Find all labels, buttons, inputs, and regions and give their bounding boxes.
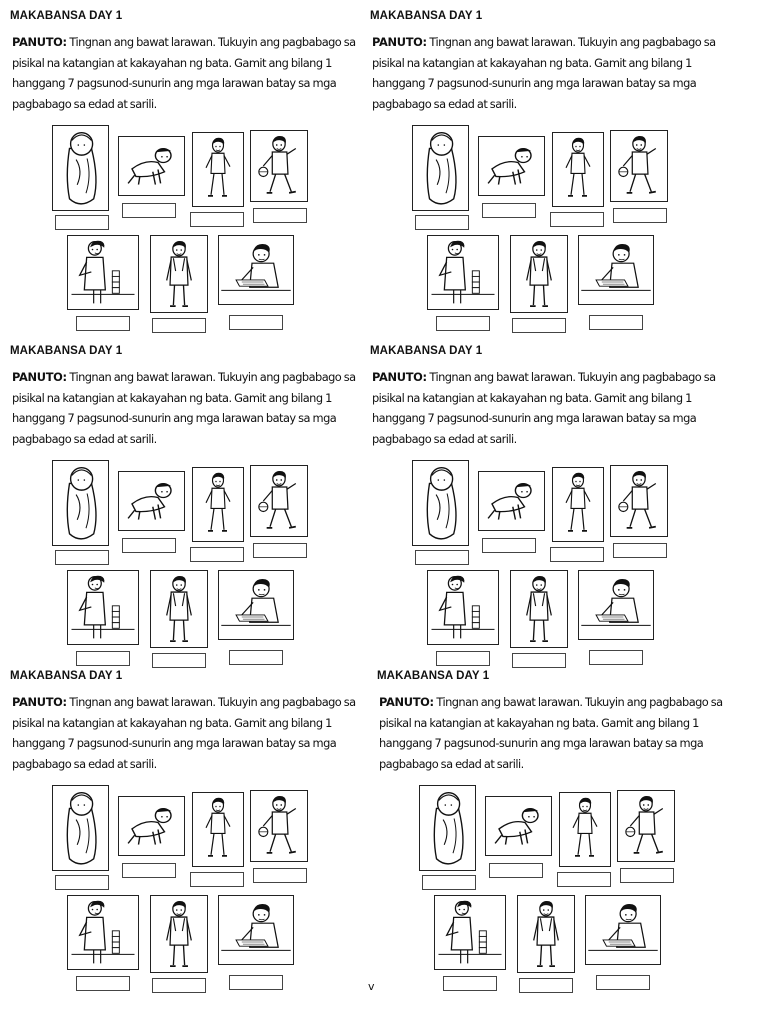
child-stacking-blocks-icon <box>67 570 139 645</box>
child-playing-ball-icon <box>617 790 675 862</box>
answer-box[interactable] <box>122 203 176 218</box>
baby-crawling-icon <box>478 136 545 196</box>
child-playing-ball-icon <box>250 130 308 202</box>
worksheet-4 <box>370 345 740 675</box>
answer-box[interactable] <box>55 875 109 890</box>
answer-box[interactable] <box>152 978 206 993</box>
worksheet-title: MAKABANSA DAY 1 <box>370 345 483 357</box>
answer-box[interactable] <box>589 650 643 665</box>
baby-swaddled-icon <box>412 125 469 211</box>
answer-box[interactable] <box>512 318 566 333</box>
instruction-label: PANUTO: <box>372 35 427 49</box>
instruction-label: PANUTO: <box>12 35 67 49</box>
baby-swaddled-icon <box>412 460 469 546</box>
baby-crawling-icon <box>478 471 545 531</box>
baby-crawling-icon <box>118 136 185 196</box>
answer-box[interactable] <box>550 212 604 227</box>
answer-box[interactable] <box>229 975 283 990</box>
worksheet-5 <box>10 670 380 1000</box>
child-stacking-blocks-icon <box>434 895 506 970</box>
toddler-walking-icon <box>192 132 244 207</box>
child-writing-icon <box>218 895 294 965</box>
instruction-body: Tingnan ang bawat larawan. Tukuyin ang pagbabago sa pisikal na katangian at kakayahan ng bata. Gamit ang bilang 1 hanggang 7 pagsunod-sunurin ang mga larawan batay sa mga pagbabago sa edad at sarili. <box>372 370 716 446</box>
answer-box[interactable] <box>589 315 643 330</box>
child-with-backpack-icon <box>510 235 568 313</box>
child-stacking-blocks-icon <box>67 895 139 970</box>
instruction-label: PANUTO: <box>12 370 67 384</box>
answer-box[interactable] <box>190 547 244 562</box>
answer-box[interactable] <box>152 653 206 668</box>
instruction-body: Tingnan ang bawat larawan. Tukuyin ang pagbabago sa pisikal na katangian at kakayahan ng bata. Gamit ang bilang 1 hanggang 7 pagsunod-sunurin ang mga larawan batay sa mga pagbabago sa edad at sarili. <box>12 370 356 446</box>
answer-box[interactable] <box>415 550 469 565</box>
instruction-body: Tingnan ang bawat larawan. Tukuyin ang pagbabago sa pisikal na katangian at kakayahan ng bata. Gamit ang bilang 1 hanggang 7 pagsunod-sunurin ang mga larawan batay sa mga pagbabago sa edad at sarili. <box>12 695 356 771</box>
answer-box[interactable] <box>482 203 536 218</box>
child-stacking-blocks-icon <box>427 235 499 310</box>
baby-swaddled-icon <box>419 785 476 871</box>
child-with-backpack-icon <box>150 235 208 313</box>
toddler-walking-icon <box>192 467 244 542</box>
answer-box[interactable] <box>190 872 244 887</box>
instruction-label: PANUTO: <box>379 695 434 709</box>
worksheet-title: MAKABANSA DAY 1 <box>377 670 490 682</box>
instruction-text <box>372 32 734 114</box>
child-writing-icon <box>218 570 294 640</box>
answer-box[interactable] <box>550 547 604 562</box>
worksheet-title: MAKABANSA DAY 1 <box>370 10 483 22</box>
child-playing-ball-icon <box>610 465 668 537</box>
answer-box[interactable] <box>557 872 611 887</box>
answer-box[interactable] <box>152 318 206 333</box>
worksheet-2 <box>370 10 740 340</box>
instruction-body: Tingnan ang bawat larawan. Tukuyin ang pagbabago sa pisikal na katangian at kakayahan ng bata. Gamit ang bilang 1 hanggang 7 pagsunod-sunurin ang mga larawan batay sa mga pagbabago sa edad at sarili. <box>372 35 716 111</box>
answer-box[interactable] <box>436 651 490 666</box>
worksheet-title: MAKABANSA DAY 1 <box>10 670 123 682</box>
child-with-backpack-icon <box>150 570 208 648</box>
answer-box[interactable] <box>489 863 543 878</box>
instruction-label: PANUTO: <box>372 370 427 384</box>
child-with-backpack-icon <box>510 570 568 648</box>
child-with-backpack-icon <box>150 895 208 973</box>
answer-box[interactable] <box>229 315 283 330</box>
answer-box[interactable] <box>253 868 307 883</box>
answer-box[interactable] <box>422 875 476 890</box>
answer-box[interactable] <box>122 863 176 878</box>
answer-box[interactable] <box>76 316 130 331</box>
worksheet-3 <box>10 345 380 675</box>
child-stacking-blocks-icon <box>427 570 499 645</box>
answer-box[interactable] <box>253 208 307 223</box>
instruction-text <box>372 367 734 449</box>
answer-box[interactable] <box>55 215 109 230</box>
answer-box[interactable] <box>613 208 667 223</box>
child-with-backpack-icon <box>517 895 575 973</box>
worksheet-title: MAKABANSA DAY 1 <box>10 345 123 357</box>
baby-swaddled-icon <box>52 785 109 871</box>
answer-box[interactable] <box>596 975 650 990</box>
baby-swaddled-icon <box>52 125 109 211</box>
instruction-text <box>379 692 741 774</box>
instruction-text <box>12 367 374 449</box>
baby-crawling-icon <box>485 796 552 856</box>
page-mark: v <box>368 980 375 993</box>
toddler-walking-icon <box>559 792 611 867</box>
child-playing-ball-icon <box>250 790 308 862</box>
answer-box[interactable] <box>519 978 573 993</box>
toddler-walking-icon <box>552 467 604 542</box>
instruction-label: PANUTO: <box>12 695 67 709</box>
answer-box[interactable] <box>76 651 130 666</box>
baby-swaddled-icon <box>52 460 109 546</box>
toddler-walking-icon <box>192 792 244 867</box>
answer-box[interactable] <box>613 543 667 558</box>
answer-box[interactable] <box>436 316 490 331</box>
worksheet-title: MAKABANSA DAY 1 <box>10 10 123 22</box>
answer-box[interactable] <box>76 976 130 991</box>
child-writing-icon <box>218 235 294 305</box>
child-playing-ball-icon <box>250 465 308 537</box>
toddler-walking-icon <box>552 132 604 207</box>
child-writing-icon <box>578 570 654 640</box>
instruction-body: Tingnan ang bawat larawan. Tukuyin ang pagbabago sa pisikal na katangian at kakayahan ng bata. Gamit ang bilang 1 hanggang 7 pagsunod-sunurin ang mga larawan batay sa mga pagbabago sa edad at sarili. <box>379 695 723 771</box>
answer-box[interactable] <box>512 653 566 668</box>
answer-box[interactable] <box>482 538 536 553</box>
answer-box[interactable] <box>229 650 283 665</box>
worksheet-1 <box>10 10 380 340</box>
child-stacking-blocks-icon <box>67 235 139 310</box>
child-writing-icon <box>585 895 661 965</box>
baby-crawling-icon <box>118 471 185 531</box>
answer-box[interactable] <box>122 538 176 553</box>
answer-box[interactable] <box>55 550 109 565</box>
answer-box[interactable] <box>620 868 674 883</box>
answer-box[interactable] <box>253 543 307 558</box>
child-playing-ball-icon <box>610 130 668 202</box>
instruction-text <box>12 692 374 774</box>
child-writing-icon <box>578 235 654 305</box>
instruction-text <box>12 32 374 114</box>
baby-crawling-icon <box>118 796 185 856</box>
answer-box[interactable] <box>190 212 244 227</box>
worksheet-6 <box>377 670 747 1000</box>
answer-box[interactable] <box>415 215 469 230</box>
instruction-body: Tingnan ang bawat larawan. Tukuyin ang pagbabago sa pisikal na katangian at kakayahan ng bata. Gamit ang bilang 1 hanggang 7 pagsunod-sunurin ang mga larawan batay sa mga pagbabago sa edad at sarili. <box>12 35 356 111</box>
answer-box[interactable] <box>443 976 497 991</box>
